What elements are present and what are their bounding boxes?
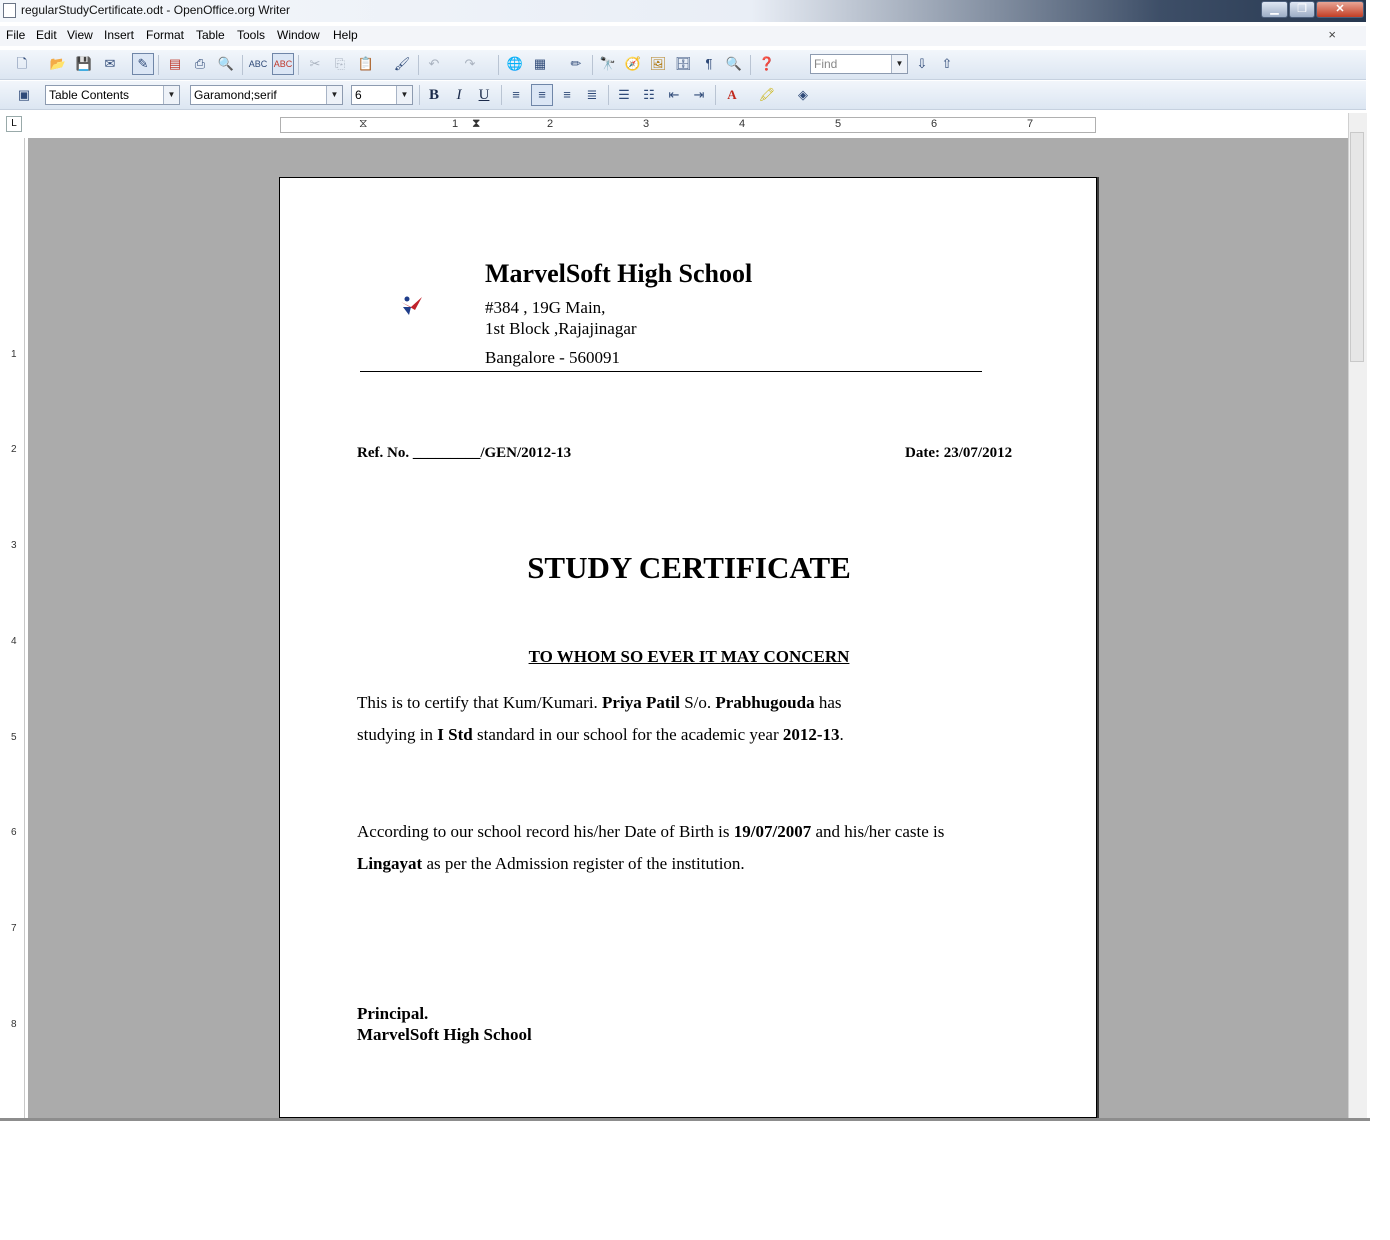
ruler-number: 4 <box>739 118 746 130</box>
font-name-select[interactable] <box>190 85 343 105</box>
ruler-number: 1 <box>11 349 17 360</box>
close-icon: ✕ <box>1335 3 1345 15</box>
menu-table[interactable]: Table <box>196 28 225 42</box>
writer-document-icon <box>3 3 16 18</box>
paragraph-2-line-1 <box>357 822 944 842</box>
academic-year: 2012-13 <box>782 725 840 744</box>
horizontal-ruler-band <box>280 117 1096 133</box>
paragraph-style-select[interactable] <box>45 85 180 105</box>
standard: I Std <box>437 725 473 744</box>
paragraph-1-line-1 <box>357 693 842 713</box>
font-size-value: 6 <box>355 88 362 102</box>
find-input[interactable] <box>810 54 908 74</box>
ruler-number: 5 <box>835 118 842 130</box>
new-document-icon[interactable]: 🗋 <box>16 56 28 71</box>
school-name: MarvelSoft High School <box>485 259 753 288</box>
find-replace-icon[interactable]: 🔭 <box>599 56 617 71</box>
help-icon[interactable]: ❓ <box>758 56 776 71</box>
header-divider <box>360 371 982 372</box>
numbering-icon[interactable]: ☰ <box>618 87 630 102</box>
paragraph-2-line-2 <box>357 854 745 874</box>
gallery-icon[interactable]: 🖼 <box>649 56 667 71</box>
certificate-heading: STUDY CERTIFICATE <box>527 550 851 585</box>
text-run: S/o. <box>679 693 716 712</box>
background-color-icon[interactable]: ◈ <box>798 87 808 102</box>
align-left-icon[interactable]: ≡ <box>512 87 520 102</box>
ruler-number: 8 <box>11 1019 17 1030</box>
find-placeholder: Find <box>814 57 838 71</box>
zoom-icon[interactable]: 🔍 <box>725 56 743 71</box>
hyperlink-icon[interactable]: 🌐 <box>506 56 524 71</box>
scrollbar-thumb[interactable] <box>1350 132 1364 362</box>
student-name: Priya Patil <box>602 693 680 712</box>
print-icon[interactable]: ⎙ <box>194 56 206 71</box>
justify-icon[interactable]: ≣ <box>586 87 598 102</box>
ruler-number: 3 <box>643 118 650 130</box>
menu-edit[interactable]: Edit <box>36 28 57 42</box>
navigator-icon[interactable]: 🧭 <box>624 56 642 71</box>
styles-formatting-icon[interactable]: ▣ <box>17 87 31 102</box>
ruler-number: 3 <box>11 540 17 551</box>
data-sources-icon[interactable]: 🗄 <box>674 56 692 71</box>
find-next-icon[interactable]: ⇩ <box>916 56 928 71</box>
menu-insert[interactable]: Insert <box>104 28 135 42</box>
ruler-number: 7 <box>1027 118 1034 130</box>
open-folder-icon[interactable]: 📂 <box>49 56 67 71</box>
ruler-number: 6 <box>11 827 17 838</box>
email-icon[interactable]: ✉ <box>104 56 116 71</box>
show-draw-functions-icon[interactable]: ✏ <box>570 56 582 71</box>
save-icon[interactable]: 💾 <box>75 56 93 71</box>
left-indent-marker-icon[interactable]: ⧖ <box>359 116 368 130</box>
maximize-icon: ❐ <box>1297 3 1307 15</box>
align-center-icon[interactable]: ≡ <box>531 84 553 106</box>
ruler-number: 7 <box>11 923 17 934</box>
chevron-down-icon[interactable]: ▼ <box>396 86 412 104</box>
undo-icon[interactable]: ↶ <box>428 56 440 71</box>
menu-file[interactable]: File <box>6 28 26 42</box>
chevron-down-icon[interactable]: ▼ <box>163 86 179 104</box>
ref-number: Ref. No. _________/GEN/2012-13 <box>357 445 572 461</box>
font-color-icon[interactable]: A <box>727 87 737 102</box>
standard-toolbar <box>0 50 1366 80</box>
certificate-subheading: TO WHOM SO EVER IT MAY CONCERN <box>528 647 850 666</box>
menu-help[interactable]: Help <box>333 28 358 42</box>
menu-view[interactable]: View <box>67 28 93 42</box>
text-run: and his/her caste is <box>811 822 945 841</box>
ruler-number: 6 <box>931 118 938 130</box>
date-of-birth: 19/07/2007 <box>733 822 812 841</box>
right-indent-marker-icon[interactable]: ⧗ <box>472 116 481 130</box>
formatting-toolbar <box>0 81 1366 110</box>
paragraph-1-line-2 <box>357 725 844 745</box>
align-right-icon[interactable]: ≡ <box>563 87 571 102</box>
text-run: standard in our school for the academic year <box>472 725 783 744</box>
export-pdf-icon[interactable]: ▤ <box>168 56 182 71</box>
ruler-number: 1 <box>452 118 459 130</box>
ruler-number: 4 <box>11 636 17 647</box>
decrease-indent-icon[interactable]: ⇤ <box>668 87 680 102</box>
minimize-button[interactable] <box>1261 1 1288 18</box>
italic-button[interactable]: I <box>456 87 462 103</box>
edit-file-icon[interactable]: ✎ <box>132 53 154 75</box>
text-run: studying in <box>357 725 438 744</box>
document-page[interactable] <box>279 177 1097 1118</box>
window-title: regularStudyCertificate.odt - OpenOffice.org Writer <box>21 3 291 17</box>
increase-indent-icon[interactable]: ⇥ <box>693 87 705 102</box>
address-line-3: Bangalore - 560091 <box>485 348 621 367</box>
text-run: as per the Admission register of the institution. <box>422 854 745 873</box>
font-size-select[interactable] <box>351 85 413 105</box>
page-preview-icon[interactable]: 🔍 <box>217 56 235 71</box>
school-logo-icon <box>398 293 426 319</box>
title-bar <box>0 0 1366 22</box>
bullets-icon[interactable]: ☷ <box>643 87 655 102</box>
menu-window[interactable]: Window <box>277 28 320 42</box>
font-name-value: Garamond;serif <box>194 88 277 102</box>
window-bottom-border <box>0 1118 1370 1121</box>
clone-formatting-icon[interactable]: 🖌 <box>393 56 411 71</box>
maximize-button[interactable] <box>1289 1 1315 18</box>
paragraph-style-value: Table Contents <box>49 88 130 102</box>
ruler-number: 5 <box>11 732 17 743</box>
signature-school: MarvelSoft High School <box>357 1025 532 1044</box>
redo-icon[interactable]: ↷ <box>464 56 476 71</box>
paste-icon[interactable]: 📋 <box>357 56 375 71</box>
parent-name: Prabhugouda <box>715 693 815 712</box>
autospellcheck-icon[interactable]: ABC <box>272 53 294 75</box>
vertical-ruler[interactable] <box>6 138 25 1118</box>
text-run: According to our school record his/her Date of Birth is <box>357 822 734 841</box>
ruler-number: 2 <box>547 118 554 130</box>
ruler-number: 2 <box>11 444 17 455</box>
formatting-marks-icon[interactable]: ¶ <box>705 56 713 71</box>
menu-bar <box>0 26 1366 46</box>
address-line-2: 1st Block ,Rajajinagar <box>485 319 637 338</box>
tab-type-selector[interactable]: L <box>6 116 22 132</box>
close-button[interactable] <box>1316 1 1364 18</box>
menu-format[interactable]: Format <box>146 28 185 42</box>
caste: Lingayat <box>357 854 423 873</box>
date: Date: 23/07/2012 <box>905 445 1013 461</box>
address-line-1: #384 , 19G Main, <box>485 298 606 317</box>
signature-title: Principal. <box>357 1004 429 1023</box>
menu-tools[interactable]: Tools <box>237 28 266 42</box>
close-document-button[interactable]: × <box>1328 27 1336 42</box>
find-previous-icon[interactable]: ⇧ <box>941 56 953 71</box>
minimize-icon: ▁ <box>1270 3 1279 15</box>
chevron-down-icon[interactable]: ▼ <box>891 55 907 73</box>
copy-icon[interactable]: ⎘ <box>334 56 346 71</box>
text-run: has <box>814 693 842 712</box>
text-run: . <box>839 725 844 744</box>
spellcheck-icon[interactable]: ABC <box>248 59 268 69</box>
highlighting-icon[interactable]: 🖍 <box>758 87 776 102</box>
cut-icon[interactable]: ✂ <box>309 56 321 71</box>
underline-button[interactable]: U <box>478 87 490 103</box>
text-run: This is to certify that Kum/Kumari. <box>357 693 603 712</box>
bold-button[interactable]: B <box>428 87 439 103</box>
table-icon[interactable]: ▦ <box>533 56 547 71</box>
chevron-down-icon[interactable]: ▼ <box>326 86 342 104</box>
